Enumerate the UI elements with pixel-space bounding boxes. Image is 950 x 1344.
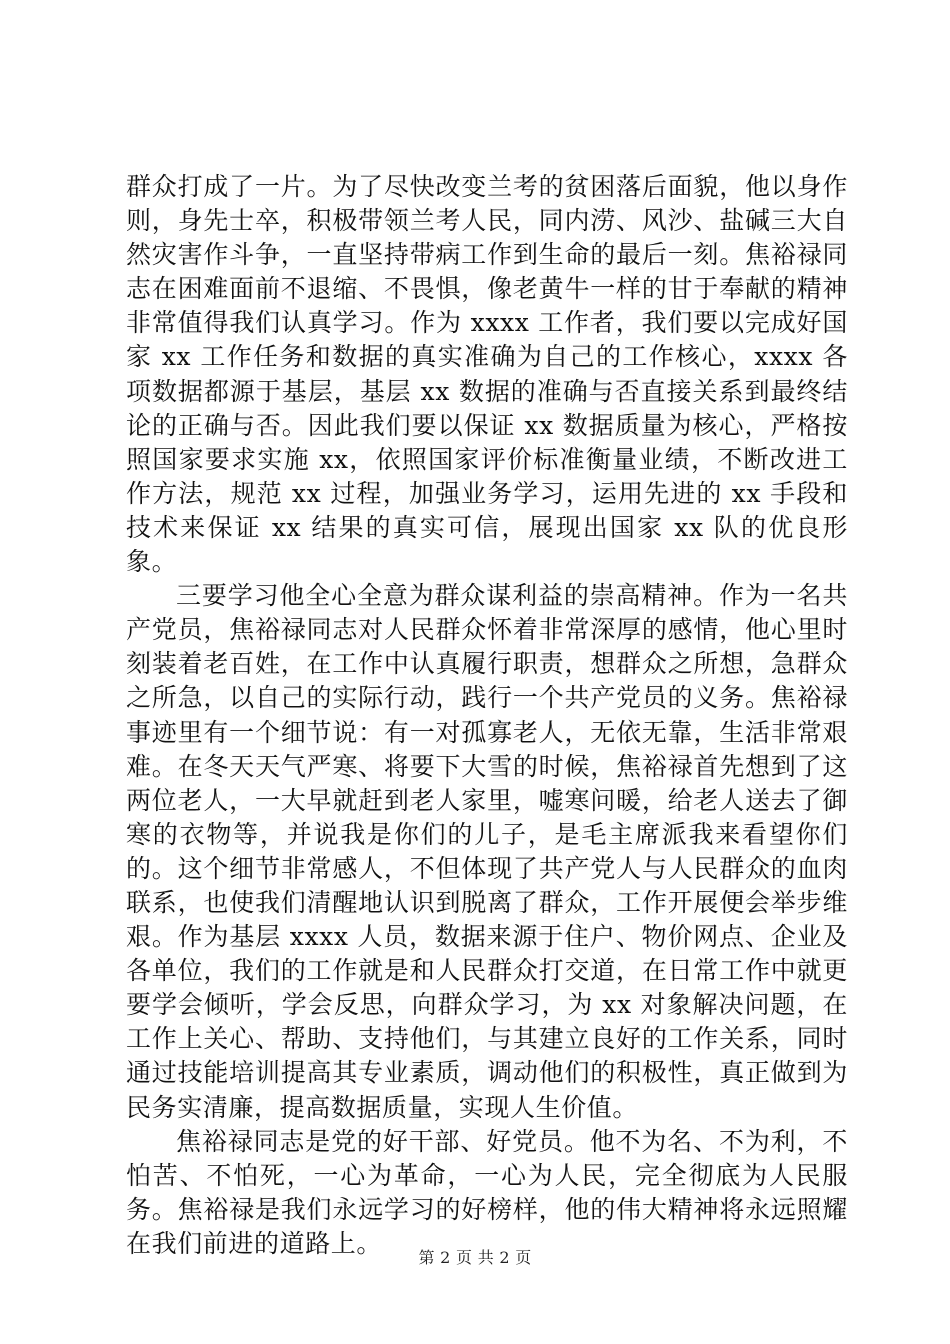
page-number-footer: 第 2 页 共 2 页 (418, 1248, 532, 1267)
paragraph-conclusion: 焦裕禄同志是党的好干部、好党员。他不为名、不为利，不怕苦、不怕死，一心为革命，一心为人民，完全彻底为人民服务。焦裕禄是我们永远学习的好榜样，他的伟大精神将永远照耀在我们前进的道路上。 (126, 1126, 848, 1258)
body-text (126, 170, 848, 1261)
paragraph-third-point: 三要学习他全心全意为群众谋利益的崇高精神。作为一名共产党员，焦裕禄同志对人民群众怀着非常深厚的感情，他心里时刻装着老百姓，在工作中认真履行职责，想群众之所想，急群众之所急，以自己的实际行动，践行一个共产党员的义务。焦裕禄事迹里有一个细节说：有一对孤寡老人，无依无靠，生活非常艰难。在冬天天气严寒、将要下大雪的时候，焦裕禄首先想到了这两位老人，一大早就赶到老人家里，嘘寒问暖，给老人送去了御寒的衣物等，并说我是你们的儿子，是毛主席派我来看望你们的。这个细节非常感人，不但体现了共产党人与人民群众的血肉联系，也使我们清醒地认识到脱离了群众，工作开展便会举步维艰。作为基层 xxxx 人员，数据来源于住户、物价网点、企业及各单位，我们的工作就是和人民群众打交道，在日常工作中就更要学会倾听，学会反思，向群众学习，为 xx 对象解决问题，在工作上关心、帮助、支持他们，与其建立良好的工作关系，同时通过技能培训提高其专业素质，调动他们的积极性，真正做到为民务实清廉，提高数据质量，实现人生价值。 (126, 581, 848, 1122)
paragraph-continuation: 群众打成了一片。为了尽快改变兰考的贫困落后面貌，他以身作则，身先士卒，积极带领兰考人民，同内涝、风沙、盐碱三大自然灾害作斗争，一直坚持带病工作到生命的最后一刻。焦裕禄同志在困难面前不退缩、不畏惧，像老黄牛一样的甘于奉献的精神非常值得我们认真学习。作为 xxxx 工作者，我们要以完成好国家 xx 工作任务和数据的真实准确为自己的工作核心，xxxx 各项数据都源于基层，基层 xx 数据的准确与否直接关系到最终结论的正确与否。因此我们要以保证 xx 数据质量为核心，严格按照国家要求实施 xx，依照国家评价标准衡量业绩，不断改进工作方法，规范 xx 过程，加强业务学习，运用先进的 xx 手段和技术来保证 xx 结果的真实可信，展现出国家 xx 队的优良形象。 (126, 172, 848, 577)
